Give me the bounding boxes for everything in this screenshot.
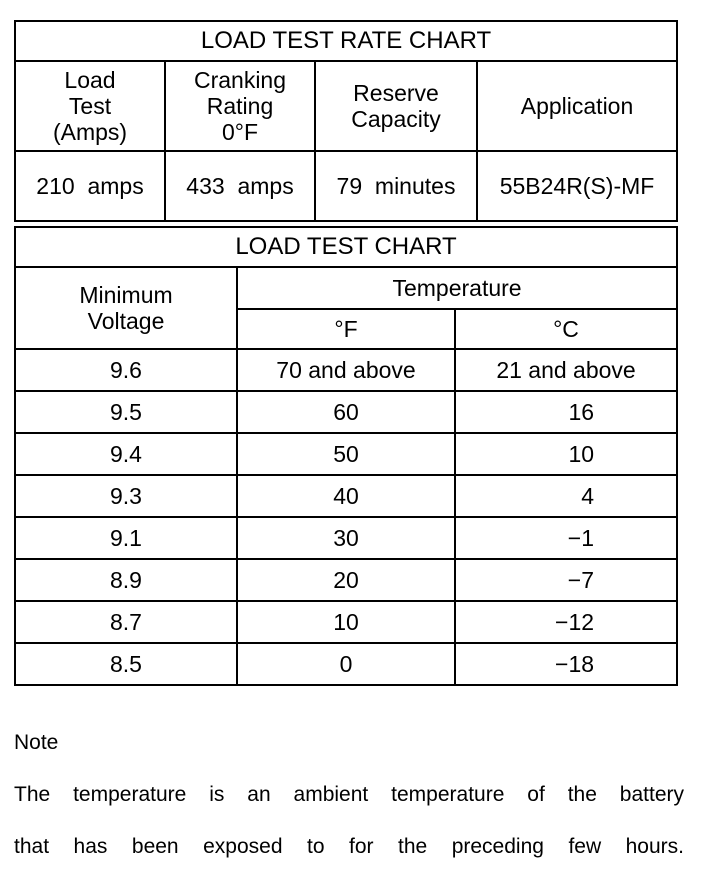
fahrenheit-cell: 60 bbox=[237, 391, 455, 433]
minimum-voltage-cell: 9.5 bbox=[15, 391, 237, 433]
table-row bbox=[15, 517, 677, 559]
table-row bbox=[15, 475, 677, 517]
celsius-cell: 21 and above bbox=[455, 349, 677, 391]
note-line-1: The temperature is an ambient temperature of the battery bbox=[14, 783, 684, 806]
header-reserve-capacity: Reserve Capacity bbox=[315, 61, 477, 151]
fahrenheit-cell: 30 bbox=[237, 517, 455, 559]
minimum-voltage-cell: 8.5 bbox=[15, 643, 237, 685]
value-application: 55B24R(S)-MF bbox=[477, 151, 677, 221]
minimum-voltage-cell: 9.4 bbox=[15, 433, 237, 475]
header-temperature: Temperature bbox=[237, 267, 677, 309]
minimum-voltage-cell: 9.6 bbox=[15, 349, 237, 391]
header-application: Application bbox=[477, 61, 677, 151]
note-label: Note bbox=[14, 731, 59, 754]
minimum-voltage-cell: 8.7 bbox=[15, 601, 237, 643]
value-cranking-rating: 433 amps bbox=[165, 151, 315, 221]
table-row bbox=[15, 643, 677, 685]
header-cranking-rating: Cranking Rating 0°F bbox=[165, 61, 315, 151]
fahrenheit-cell: 0 bbox=[237, 643, 455, 685]
header-celsius: °C bbox=[455, 309, 677, 349]
fahrenheit-cell: 70 and above bbox=[237, 349, 455, 391]
header-minimum-voltage: Minimum Voltage bbox=[15, 267, 237, 349]
celsius-cell: −12 bbox=[455, 601, 677, 643]
celsius-cell: 4 bbox=[455, 475, 677, 517]
fahrenheit-cell: 50 bbox=[237, 433, 455, 475]
celsius-cell: 16 bbox=[455, 391, 677, 433]
table-row bbox=[15, 349, 677, 391]
celsius-cell: −7 bbox=[455, 559, 677, 601]
celsius-cell: −1 bbox=[455, 517, 677, 559]
header-fahrenheit: °F bbox=[237, 309, 455, 349]
rate-chart-title: LOAD TEST RATE CHART bbox=[15, 21, 677, 61]
table-row bbox=[15, 601, 677, 643]
table-row bbox=[15, 559, 677, 601]
value-load-test: 210 amps bbox=[15, 151, 165, 221]
load-test-chart bbox=[14, 226, 678, 686]
celsius-cell: −18 bbox=[455, 643, 677, 685]
note-block bbox=[14, 704, 684, 886]
minimum-voltage-cell: 8.9 bbox=[15, 559, 237, 601]
celsius-cell: 10 bbox=[455, 433, 677, 475]
fahrenheit-cell: 20 bbox=[237, 559, 455, 601]
header-load-test: Load Test (Amps) bbox=[15, 61, 165, 151]
minimum-voltage-cell: 9.1 bbox=[15, 517, 237, 559]
note-line-2: that has been exposed to for the preceding few hours. bbox=[14, 835, 684, 858]
fahrenheit-cell: 10 bbox=[237, 601, 455, 643]
fahrenheit-cell: 40 bbox=[237, 475, 455, 517]
minimum-voltage-cell: 9.3 bbox=[15, 475, 237, 517]
load-test-rate-chart bbox=[14, 20, 678, 222]
load-chart-title: LOAD TEST CHART bbox=[15, 227, 677, 267]
table-row bbox=[15, 391, 677, 433]
table-row bbox=[15, 433, 677, 475]
value-reserve-capacity: 79 minutes bbox=[315, 151, 477, 221]
